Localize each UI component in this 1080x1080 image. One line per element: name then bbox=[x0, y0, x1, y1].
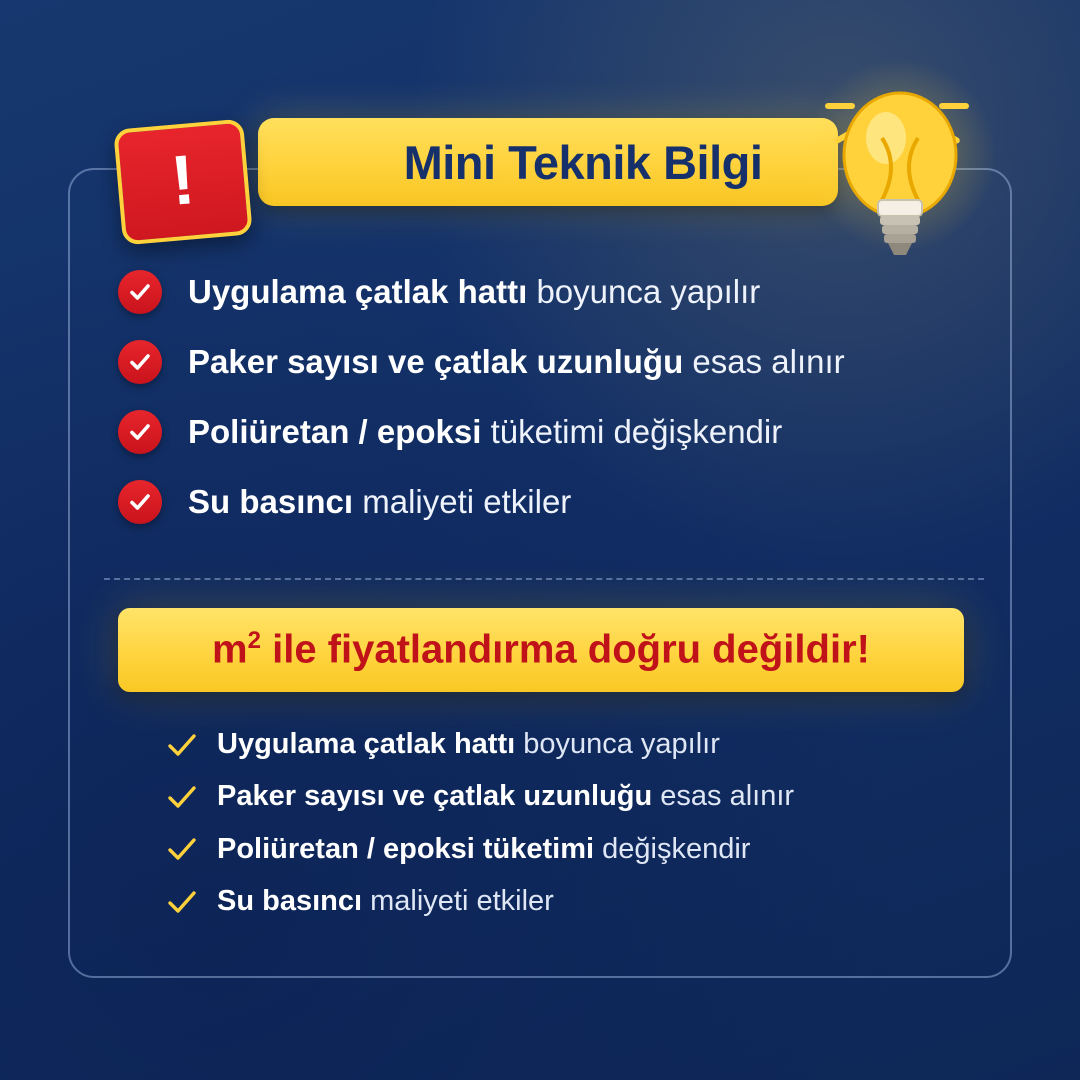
list-item bbox=[118, 410, 978, 454]
title-plate bbox=[258, 118, 838, 206]
list-item-rest: maliyeti etkiler bbox=[353, 483, 572, 521]
check-icon bbox=[165, 785, 199, 809]
check-circle-icon bbox=[118, 480, 162, 524]
banner-exponent: 2 bbox=[247, 627, 261, 655]
check-icon bbox=[165, 837, 199, 861]
check-circle-icon bbox=[118, 340, 162, 384]
list-item-rest: boyunca yapılır bbox=[515, 728, 720, 760]
list-item-text bbox=[217, 780, 794, 813]
list-item-bold: Uygulama çatlak hattı bbox=[217, 728, 516, 760]
list-item-rest: değişkendir bbox=[594, 832, 751, 865]
list-item-rest: esas alınır bbox=[683, 343, 845, 381]
list-item-bold: Su basıncı bbox=[217, 885, 363, 918]
list-item-bold: Paker sayısı ve çatlak bbox=[217, 780, 516, 813]
banner-prefix: m bbox=[212, 627, 248, 672]
list-item-rest-2: esas alınır bbox=[652, 780, 795, 813]
list-item-bold: Su basıncı bbox=[188, 483, 354, 521]
list-item-text bbox=[188, 273, 760, 311]
list-item-bold-2: uzunluğu bbox=[515, 780, 653, 813]
top-checklist bbox=[118, 270, 978, 550]
list-item-text bbox=[217, 885, 554, 918]
list-item-text bbox=[217, 728, 720, 761]
highlight-banner bbox=[118, 608, 964, 692]
list-item-rest: tüketimi değişkendir bbox=[481, 413, 783, 451]
section-divider bbox=[104, 578, 984, 580]
exclamation-mark: ! bbox=[167, 140, 198, 220]
light-bulb-icon bbox=[790, 50, 1010, 280]
list-item-rest: boyunca yapılır bbox=[527, 273, 761, 311]
check-circle-icon bbox=[118, 410, 162, 454]
list-item bbox=[118, 340, 978, 384]
exclamation-badge-icon bbox=[113, 119, 253, 246]
list-item-text bbox=[188, 483, 571, 521]
list-item-bold: Poliüretan / epoksi tüketimi bbox=[217, 832, 595, 865]
list-item-bold: Poliüretan / epoksi bbox=[188, 413, 482, 451]
list-item-bold: Uygulama çatlak hattı bbox=[188, 273, 528, 311]
list-item-bold: Paker sayısı ve çatlak uzunluğu bbox=[188, 343, 684, 381]
list-item bbox=[165, 780, 965, 813]
list-item bbox=[165, 833, 965, 866]
banner-suffix: ile fiyatlandırma doğru değildir! bbox=[260, 627, 870, 672]
check-icon bbox=[165, 733, 199, 757]
list-item bbox=[165, 885, 965, 918]
check-icon bbox=[165, 890, 199, 914]
list-item bbox=[118, 270, 978, 314]
list-item-rest: maliyeti etkiler bbox=[362, 885, 554, 918]
banner-text bbox=[212, 627, 870, 672]
bottom-checklist bbox=[165, 728, 965, 937]
list-item-text bbox=[217, 833, 750, 866]
list-item-text bbox=[188, 343, 845, 381]
list-item-text bbox=[188, 413, 782, 451]
list-item bbox=[165, 728, 965, 761]
page-title: Mini Teknik Bilgi bbox=[403, 135, 763, 189]
list-item bbox=[118, 480, 978, 524]
check-circle-icon bbox=[118, 270, 162, 314]
